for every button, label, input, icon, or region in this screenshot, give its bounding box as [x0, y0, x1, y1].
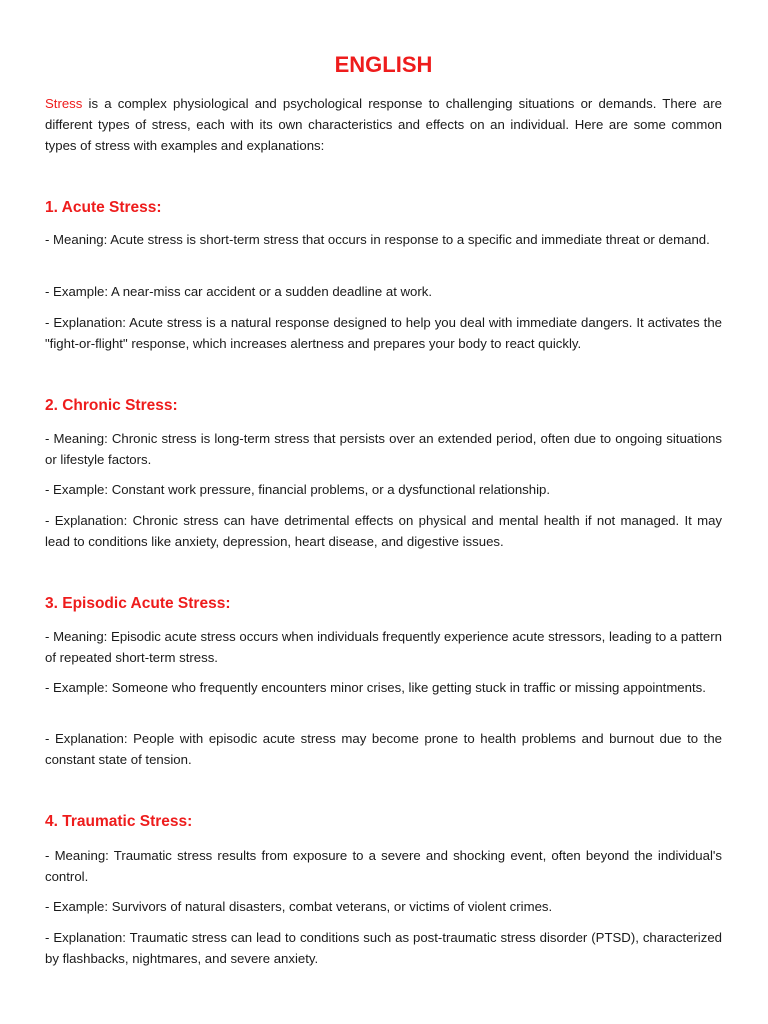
section-explanation: - Explanation: Chronic stress can have detrimental effects on physical and mental health if not managed. It may lead to conditions like anxiety, depression, heart disease, and digestive issues. — [45, 513, 722, 549]
section-heading: 1. Acute Stress: — [45, 199, 162, 216]
section-meaning: - Meaning: Chronic stress is long-term stress that persists over an extended period, often due to ongoing situations or lifestyle factors. — [45, 431, 722, 467]
intro-keyword: Stress — [45, 96, 83, 111]
section-example: - Example: Survivors of natural disasters, combat veterans, or victims of violent crimes. — [45, 899, 553, 914]
section-meaning: - Meaning: Traumatic stress results from exposure to a severe and shocking event, often beyond the individual's control. — [45, 848, 722, 884]
section-heading: 2. Chronic Stress: — [45, 397, 178, 414]
section-explanation: - Explanation: Traumatic stress can lead to conditions such as post-traumatic stress disorder (PTSD), characterized by flashbacks, nightmares, and severe anxiety. — [45, 930, 722, 966]
section-example: - Example: Someone who frequently encounters minor crises, like getting stuck in traffic or missing appointments. — [45, 680, 706, 695]
document-title: ENGLISH — [334, 52, 433, 77]
section-heading: 3. Episodic Acute Stress: — [45, 595, 231, 612]
section-heading: 4. Traumatic Stress: — [45, 813, 193, 830]
intro-paragraph — [45, 93, 722, 156]
section-explanation: - Explanation: Acute stress is a natural response designed to help you deal with immediate dangers. It activates the "fight-or-flight" response, which increases alertness and prepares your body to react quickly. — [45, 315, 722, 351]
section-meaning: - Meaning: Episodic acute stress occurs when individuals frequently experience acute stressors, leading to a pattern of repeated short-term stress. — [45, 629, 722, 665]
intro-text: is a complex physiological and psychological response to challenging situations or demands. There are different types of stress, each with its own characteristics and effects on an individual. Here are some common types of stress with examples and explanations: — [45, 96, 722, 153]
section-explanation: - Explanation: People with episodic acute stress may become prone to health problems and burnout due to the constant state of tension. — [45, 731, 722, 767]
section-example: - Example: A near-miss car accident or a sudden deadline at work. — [45, 284, 433, 299]
section-meaning: - Meaning: Acute stress is short-term stress that occurs in response to a specific and immediate threat or demand. — [45, 232, 710, 247]
section-example: - Example: Constant work pressure, financial problems, or a dysfunctional relationship. — [45, 482, 551, 497]
